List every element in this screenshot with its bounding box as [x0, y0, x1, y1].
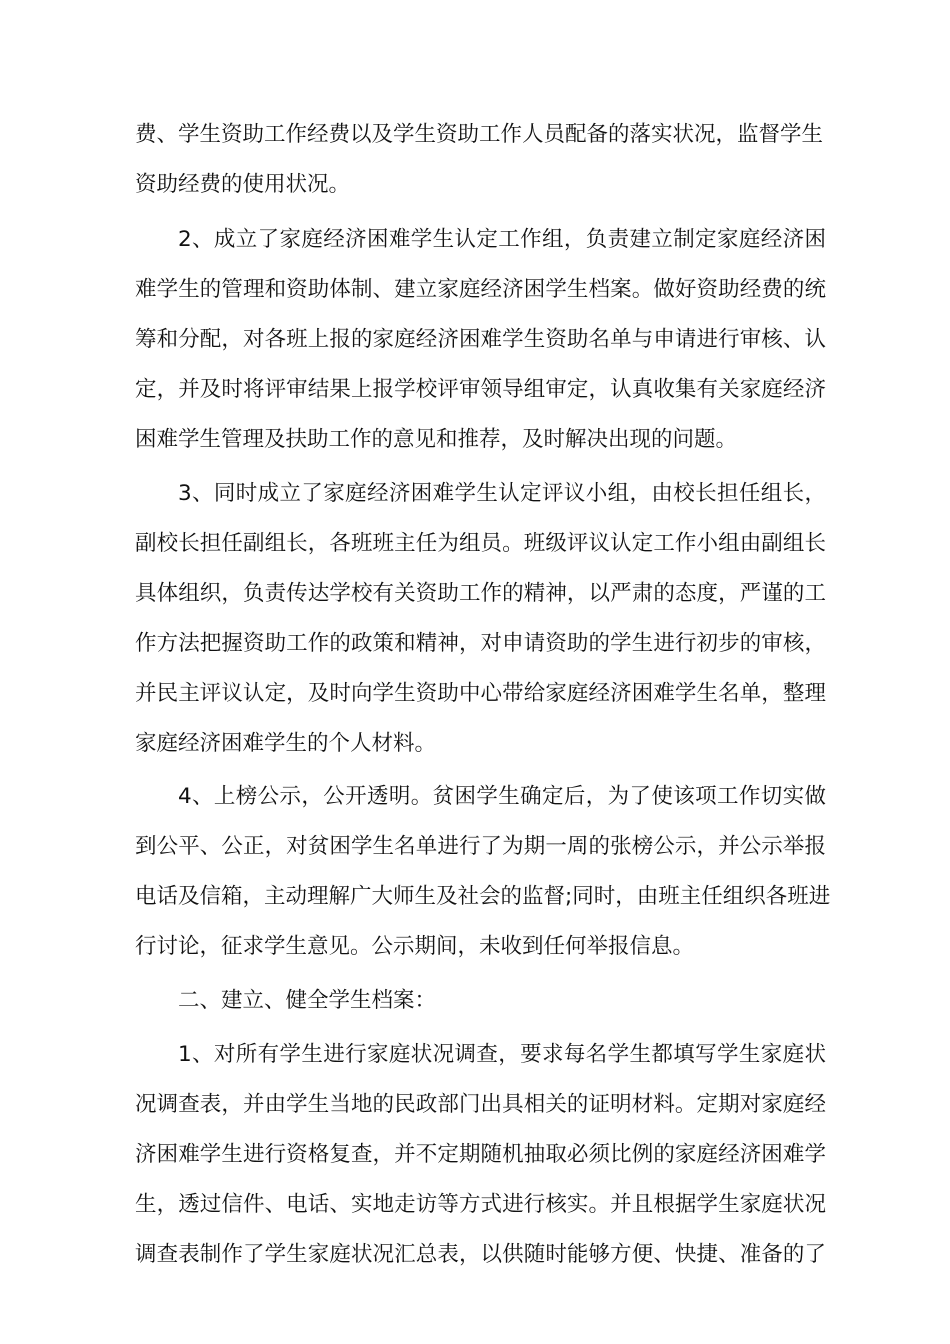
text-line: 电话及信箱，主动理解广大师生及社会的监督;同时，由班主任组织各班进 [135, 884, 831, 909]
paragraph-first-line: 3、同时成立了家庭经济困难学生认定评议小组，由校长担任组长， [178, 481, 826, 506]
text-line: 并民主评议认定，及时向学生资助中心带给家庭经济困难学生名单，整理 [135, 681, 826, 706]
text-line: 济困难学生进行资格复查，并不定期随机抽取必须比例的家庭经济困难学 [135, 1142, 826, 1167]
text-line: 作方法把握资助工作的政策和精神，对申请资助的学生进行初步的审核， [135, 631, 826, 656]
section-heading: 二、建立、健全学生档案： [178, 988, 437, 1013]
text-line: 行讨论，征求学生意见。公示期间，未收到任何举报信息。 [135, 934, 695, 959]
text-line: 调查表制作了学生家庭状况汇总表，以供随时能够方便、快捷、准备的了 [135, 1242, 826, 1267]
text-line: 筹和分配，对各班上报的家庭经济困难学生资助名单与申请进行审核、认 [135, 327, 826, 352]
text-line: 困难学生管理及扶助工作的意见和推荐，及时解决出现的问题。 [135, 427, 738, 452]
paragraph-first-line: 2、成立了家庭经济困难学生认定工作组，负责建立制定家庭经济困 [178, 227, 826, 252]
text-line: 家庭经济困难学生的个人材料。 [135, 731, 437, 756]
text-line: 生，透过信件、电话、实地走访等方式进行核实。并且根据学生家庭状况 [135, 1192, 826, 1217]
text-line: 费、学生资助工作经费以及学生资助工作人员配备的落实状况，监督学生 [135, 122, 824, 147]
text-line: 难学生的管理和资助体制、建立家庭经济困学生档案。做好资助经费的统 [135, 277, 826, 302]
text-line: 况调查表，并由学生当地的民政部门出具相关的证明材料。定期对家庭经 [135, 1092, 826, 1117]
text-line: 资助经费的使用状况。 [135, 172, 351, 197]
paragraph-first-line: 1、对所有学生进行家庭状况调查，要求每名学生都填写学生家庭状 [178, 1042, 826, 1067]
text-line: 定，并及时将评审结果上报学校评审领导组审定，认真收集有关家庭经济 [135, 377, 826, 402]
text-line: 到公平、公正，对贫困学生名单进行了为期一周的张榜公示，并公示举报 [135, 834, 826, 859]
text-line: 具体组织，负责传达学校有关资助工作的精神，以严肃的态度，严谨的工 [135, 581, 826, 606]
text-line: 副校长担任副组长，各班班主任为组员。班级评议认定工作小组由副组长 [135, 531, 826, 556]
paragraph-first-line: 4、上榜公示，公开透明。贫困学生确定后，为了使该项工作切实做 [178, 784, 826, 809]
